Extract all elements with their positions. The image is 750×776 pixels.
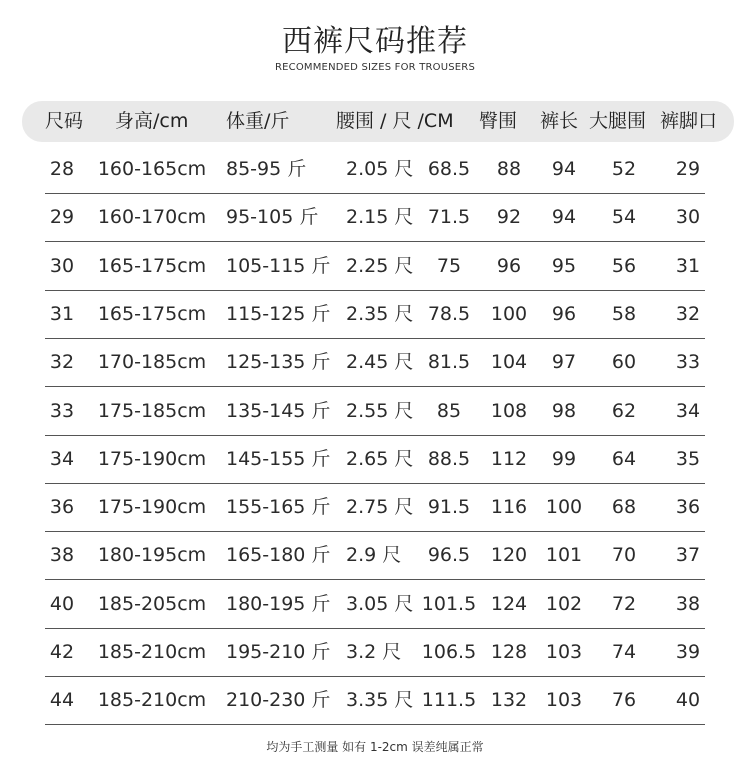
table-row xyxy=(0,629,750,677)
header-size: 尺码 xyxy=(45,110,84,132)
cell-height: 185-210cm xyxy=(97,689,207,712)
cell-waist-cm: 85 xyxy=(436,399,462,422)
cell-waist-chi: 3.35 尺 xyxy=(346,689,414,712)
header-thigh: 大腿围 xyxy=(589,110,647,132)
cell-waist-cm: 78.5 xyxy=(427,302,471,325)
cell-hip: 108 xyxy=(490,399,528,422)
cell-thigh: 56 xyxy=(611,254,637,277)
cell-hip: 124 xyxy=(490,592,528,615)
cell-height: 160-170cm xyxy=(97,206,207,229)
cell-size: 32 xyxy=(49,351,75,374)
cell-size: 42 xyxy=(49,641,75,663)
header-waist: 腰围 / 尺 /CM xyxy=(336,110,454,132)
cell-size: 40 xyxy=(49,592,75,615)
cell-thigh: 74 xyxy=(611,641,637,663)
cell-length: 94 xyxy=(551,158,577,180)
cell-thigh: 62 xyxy=(611,399,637,422)
cell-waist-cm: 106.5 xyxy=(421,641,477,663)
table-row xyxy=(0,388,750,436)
cell-hip: 104 xyxy=(490,351,528,374)
cell-length: 99 xyxy=(551,447,577,470)
cell-weight: 95-105 斤 xyxy=(226,206,319,229)
cell-hem: 34 xyxy=(675,399,701,422)
cell-size: 36 xyxy=(49,496,75,519)
cell-length: 103 xyxy=(545,689,583,712)
cell-height: 185-210cm xyxy=(97,641,207,663)
cell-thigh: 68 xyxy=(611,496,637,519)
cell-size: 28 xyxy=(49,158,75,180)
cell-height: 175-190cm xyxy=(97,496,207,519)
cell-waist-chi: 2.05 尺 xyxy=(346,158,414,180)
cell-height: 160-165cm xyxy=(97,158,207,180)
cell-weight: 105-115 斤 xyxy=(226,254,331,277)
cell-length: 103 xyxy=(545,641,583,663)
cell-length: 100 xyxy=(545,496,583,519)
cell-hip: 116 xyxy=(490,496,528,519)
cell-hip: 132 xyxy=(490,689,528,712)
table-row xyxy=(0,339,750,387)
cell-hem: 30 xyxy=(675,206,701,229)
cell-weight: 210-230 斤 xyxy=(226,689,331,712)
page-subtitle: RECOMMENDED SIZES FOR TROUSERS xyxy=(274,62,476,73)
table-row xyxy=(0,146,750,194)
cell-hip: 96 xyxy=(496,254,522,277)
cell-length: 101 xyxy=(545,544,583,567)
table-row xyxy=(0,677,750,725)
cell-thigh: 60 xyxy=(611,351,637,374)
row-divider xyxy=(45,724,705,725)
cell-length: 97 xyxy=(551,351,577,374)
cell-thigh: 58 xyxy=(611,302,637,325)
cell-hem: 36 xyxy=(675,496,701,519)
cell-weight: 125-135 斤 xyxy=(226,351,331,374)
cell-hem: 40 xyxy=(675,689,701,712)
cell-hip: 92 xyxy=(496,206,522,229)
cell-height: 185-205cm xyxy=(97,592,207,615)
cell-hem: 37 xyxy=(675,544,701,567)
cell-height: 180-195cm xyxy=(97,544,207,567)
table-row xyxy=(0,532,750,580)
table-row xyxy=(0,484,750,532)
cell-thigh: 64 xyxy=(611,447,637,470)
cell-waist-cm: 111.5 xyxy=(421,689,477,712)
cell-size: 29 xyxy=(49,206,75,229)
cell-height: 170-185cm xyxy=(97,351,207,374)
cell-waist-chi: 2.35 尺 xyxy=(346,302,414,325)
cell-hip: 128 xyxy=(490,641,528,663)
cell-weight: 135-145 斤 xyxy=(226,399,331,422)
cell-hem: 38 xyxy=(675,592,701,615)
cell-waist-chi: 2.45 尺 xyxy=(346,351,414,374)
cell-waist-chi: 2.65 尺 xyxy=(346,447,414,470)
cell-waist-cm: 101.5 xyxy=(421,592,477,615)
cell-waist-chi: 2.25 尺 xyxy=(346,254,414,277)
cell-thigh: 72 xyxy=(611,592,637,615)
table-row xyxy=(0,194,750,242)
cell-waist-chi: 2.15 尺 xyxy=(346,206,414,229)
cell-height: 165-175cm xyxy=(97,302,207,325)
cell-waist-cm: 71.5 xyxy=(427,206,471,229)
cell-waist-cm: 96.5 xyxy=(427,544,471,567)
cell-hem: 39 xyxy=(675,641,701,663)
cell-size: 38 xyxy=(49,544,75,567)
cell-hip: 88 xyxy=(496,158,522,180)
header-length: 裤长 xyxy=(540,110,579,132)
cell-waist-cm: 68.5 xyxy=(427,158,471,180)
cell-length: 96 xyxy=(551,302,577,325)
cell-height: 175-185cm xyxy=(97,399,207,422)
cell-length: 98 xyxy=(551,399,577,422)
cell-thigh: 70 xyxy=(611,544,637,567)
cell-hip: 112 xyxy=(490,447,528,470)
cell-waist-cm: 91.5 xyxy=(427,496,471,519)
measurement-note: 均为手工测量 如有 1-2cm 误差纯属正常 xyxy=(266,740,484,754)
cell-weight: 115-125 斤 xyxy=(226,302,331,325)
cell-length: 95 xyxy=(551,254,577,277)
cell-hem: 29 xyxy=(675,158,701,180)
cell-size: 34 xyxy=(49,447,75,470)
cell-length: 102 xyxy=(545,592,583,615)
cell-size: 30 xyxy=(49,254,75,277)
cell-length: 94 xyxy=(551,206,577,229)
header-height: 身高/cm xyxy=(115,110,189,132)
cell-size: 33 xyxy=(49,399,75,422)
page-title: 西裤尺码推荐 xyxy=(282,24,468,59)
header-weight: 体重/斤 xyxy=(226,110,290,132)
cell-thigh: 76 xyxy=(611,689,637,712)
cell-weight: 165-180 斤 xyxy=(226,544,331,567)
table-row xyxy=(0,243,750,291)
cell-waist-chi: 3.05 尺 xyxy=(346,592,414,615)
cell-waist-cm: 75 xyxy=(436,254,462,277)
cell-hem: 35 xyxy=(675,447,701,470)
cell-size: 31 xyxy=(49,302,75,325)
cell-thigh: 52 xyxy=(611,158,637,180)
cell-size: 44 xyxy=(49,689,75,712)
table-header xyxy=(22,101,734,142)
header-hem: 裤脚口 xyxy=(660,110,718,132)
cell-weight: 155-165 斤 xyxy=(226,496,331,519)
cell-height: 165-175cm xyxy=(97,254,207,277)
cell-waist-chi: 2.9 尺 xyxy=(346,544,402,567)
cell-hip: 120 xyxy=(490,544,528,567)
cell-hem: 33 xyxy=(675,351,701,374)
cell-hem: 31 xyxy=(675,254,701,277)
table-row xyxy=(0,436,750,484)
cell-weight: 145-155 斤 xyxy=(226,447,331,470)
cell-waist-cm: 88.5 xyxy=(427,447,471,470)
cell-weight: 195-210 斤 xyxy=(226,641,331,663)
cell-waist-cm: 81.5 xyxy=(427,351,471,374)
cell-height: 175-190cm xyxy=(97,447,207,470)
cell-weight: 85-95 斤 xyxy=(226,158,307,180)
cell-waist-chi: 2.75 尺 xyxy=(346,496,414,519)
cell-hip: 100 xyxy=(490,302,528,325)
cell-weight: 180-195 斤 xyxy=(226,592,331,615)
cell-thigh: 54 xyxy=(611,206,637,229)
header-hip: 臀围 xyxy=(479,110,518,132)
cell-hem: 32 xyxy=(675,302,701,325)
cell-waist-chi: 2.55 尺 xyxy=(346,399,414,422)
table-row xyxy=(0,581,750,629)
cell-waist-chi: 3.2 尺 xyxy=(346,641,402,663)
table-row xyxy=(0,291,750,339)
